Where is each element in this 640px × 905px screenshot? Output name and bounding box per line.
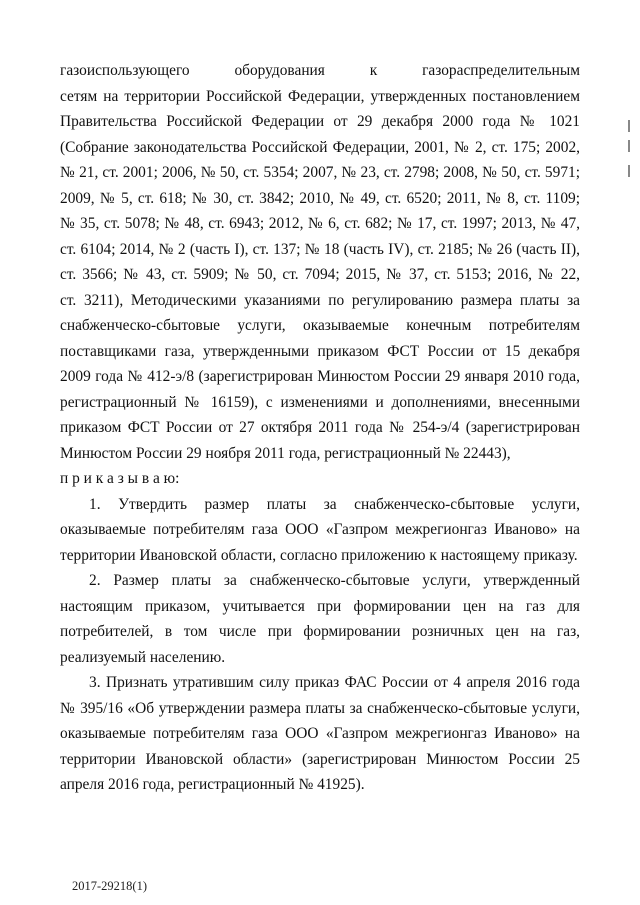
- text-line: Правительства Российской Федерации от 29 декабря 2000 года № 1021: [60, 113, 580, 130]
- item-2-line: реализуемый населению.: [60, 648, 226, 666]
- item-3-line: оказываемые потребителям газа ООО «Газпром межрегионгаз Иваново» на: [60, 725, 580, 742]
- item-1-line: оказываемые потребителям газа ООО «Газпром межрегионгаз Иваново» на: [60, 521, 580, 538]
- item-3-line: 3. Признать утратившим силу приказ ФАС России от 4 апреля 2016 года: [89, 674, 580, 691]
- text-line: 2009, № 5, ст. 618; № 30, ст. 3842; 2010, № 49, ст. 6520; 2011, № 8, ст. 1109;: [60, 189, 580, 207]
- text-line: ст. 3566; № 43, ст. 5909; № 50, ст. 7094; 2015, № 37, ст. 5153; 2016, № 22,: [60, 266, 580, 283]
- text-line: № 21, ст. 2001; 2006, № 50, ст. 5354; 2007, № 23, ст. 2798; 2008, № 50, ст. 5971;: [60, 164, 580, 181]
- text-line: ст. 3211), Методическими указаниями по регулированию размера платы за: [60, 291, 580, 309]
- text-line: Минюстом России 29 ноября 2011 года, регистрационный № 22443),: [60, 444, 511, 462]
- text-line: регистрационный № 16159), с изменениями и дополнениями, внесенными: [60, 393, 580, 411]
- item-3-line: территории Ивановской области» (зарегистрирован Минюстом России 25: [60, 750, 580, 768]
- text-line: 2009 года № 412-э/8 (зарегистрирован Минюстом России 29 января 2010 года,: [60, 368, 580, 385]
- text-line: сетям на территории Российской Федерации, утвержденных постановлением: [60, 87, 580, 105]
- scan-mark: [628, 140, 630, 152]
- item-2-line: потребителей, в том числе при формировании розничных цен на газ,: [60, 623, 580, 640]
- text-line: (Собрание законодательства Российской Федерации, 2001, № 2, ст. 175; 2002,: [60, 138, 580, 156]
- text-line: № 35, ст. 5078; № 48, ст. 6943; 2012, № 6, ст. 682; № 17, ст. 1997; 2013, № 47,: [60, 215, 580, 232]
- text-line: снабженческо-сбытовые услуги, оказываемые конечным потребителям: [60, 317, 580, 334]
- text-line: приказом ФСТ России от 27 октября 2011 года № 254-э/4 (зарегистрирован: [60, 419, 580, 436]
- scan-mark: [628, 120, 630, 132]
- document-body: [60, 58, 580, 798]
- item-3-line: апреля 2016 года, регистрационный № 41925).: [60, 776, 365, 793]
- item-2-line: 2. Размер платы за снабженческо-сбытовые услуги, утвержденный: [89, 572, 580, 589]
- text-line: газоиспользующего оборудования к газораспределительным: [60, 62, 580, 79]
- text-line: поставщиками газа, утвержденными приказом ФСТ России от 15 декабря: [60, 342, 580, 360]
- scan-mark: [628, 165, 630, 177]
- item-1-line: 1. Утвердить размер платы за снабженческо-сбытовые услуги,: [89, 495, 580, 513]
- item-3-line: № 395/16 «Об утверждении размера платы за снабженческо-сбытовые услуги,: [60, 699, 580, 717]
- item-2-line: настоящим приказом, учитывается при формировании цен на газ для: [60, 597, 580, 615]
- document-code: 2017-29218(1): [72, 879, 147, 893]
- order-keyword: п р и к а з ы в а ю:: [60, 470, 180, 487]
- text-line: ст. 6104; 2014, № 2 (часть I), ст. 137; № 18 (часть IV), ст. 2185; № 26 (часть II),: [60, 240, 580, 258]
- item-1-line: территории Ивановской области, согласно приложению к настоящему приказу.: [60, 546, 578, 564]
